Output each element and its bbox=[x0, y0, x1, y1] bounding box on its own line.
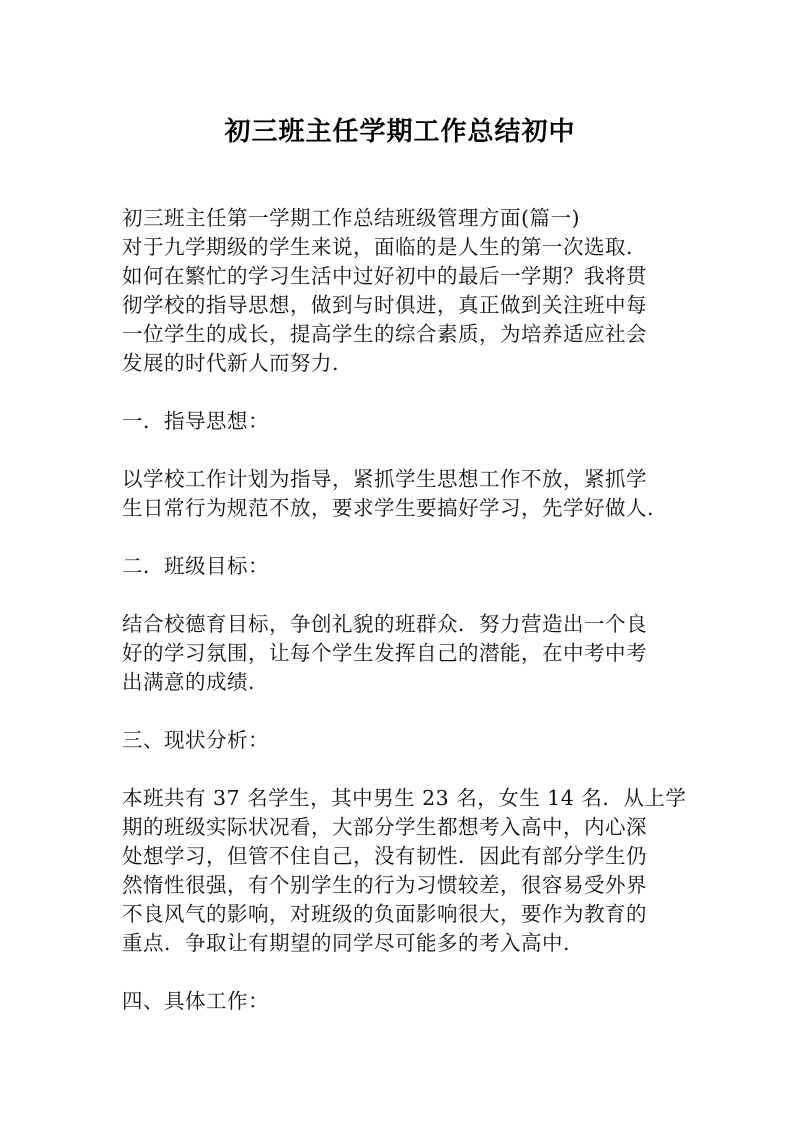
text-line: 初三班主任第一学期工作总结班级管理方面(篇一) bbox=[122, 206, 580, 230]
paragraph-class-goal bbox=[122, 610, 678, 697]
paragraph-guiding-thought bbox=[122, 465, 678, 523]
paragraph-status-analysis bbox=[122, 784, 687, 958]
text-line: 如何在繁忙的学习生活中过好初中的最后一学期？我将贯 bbox=[122, 264, 647, 288]
section-heading-guiding-thought bbox=[122, 407, 678, 436]
text-line: 结合校德育目标，争创礼貌的班群众．努力营造出一个良 bbox=[122, 612, 647, 636]
text-line: 发展的时代新人而努力. bbox=[122, 351, 340, 375]
heading-text: 四、具体工作： bbox=[122, 989, 269, 1013]
text-line: 生日常行为规范不放，要求学生要搞好学习，先学好做人. bbox=[122, 496, 655, 520]
section-heading-status-analysis bbox=[122, 726, 678, 755]
text-line: 重点．争取让有期望的同学尽可能多的考入高中. bbox=[122, 931, 571, 955]
text-line: 本班共有 37 名学生，其中男生 23 名，女生 14 名．从上学 bbox=[122, 786, 687, 810]
text-line: 一位学生的成长，提高学生的综合素质，为培养适应社会 bbox=[122, 322, 647, 346]
text-line: 期的班级实际状况看，大部分学生都想考入高中，内心深 bbox=[122, 815, 647, 839]
text-line: 彻学校的指导思想，做到与时俱进，真正做到关注班中每 bbox=[122, 293, 647, 317]
heading-text: 一．指导思想： bbox=[122, 409, 269, 433]
text-line: 不良风气的影响，对班级的负面影响很大，要作为教育的 bbox=[122, 902, 647, 926]
text-line: 以学校工作计划为指导，紧抓学生思想工作不放，紧抓学 bbox=[122, 467, 647, 491]
text-line: 对于九学期级的学生来说，面临的是人生的第一次选取. bbox=[122, 235, 634, 259]
section-heading-specific-work bbox=[122, 987, 678, 1016]
paragraph-intro bbox=[122, 204, 678, 378]
document-title: 初三班主任学期工作总结初中 bbox=[224, 117, 576, 147]
heading-text: 三、现状分析： bbox=[122, 728, 269, 752]
text-line: 好的学习氛围，让每个学生发挥自己的潜能，在中考中考 bbox=[122, 641, 647, 665]
section-heading-class-goal bbox=[122, 552, 678, 581]
text-line: 出满意的成绩. bbox=[122, 670, 256, 694]
document-body bbox=[122, 204, 687, 1016]
heading-text: 二．班级目标： bbox=[122, 554, 269, 578]
text-line: 处想学习，但管不住自己，没有韧性．因此有部分学生仍 bbox=[122, 844, 647, 868]
text-line: 然惰性很强，有个别学生的行为习惯较差，很容易受外界 bbox=[122, 873, 647, 897]
